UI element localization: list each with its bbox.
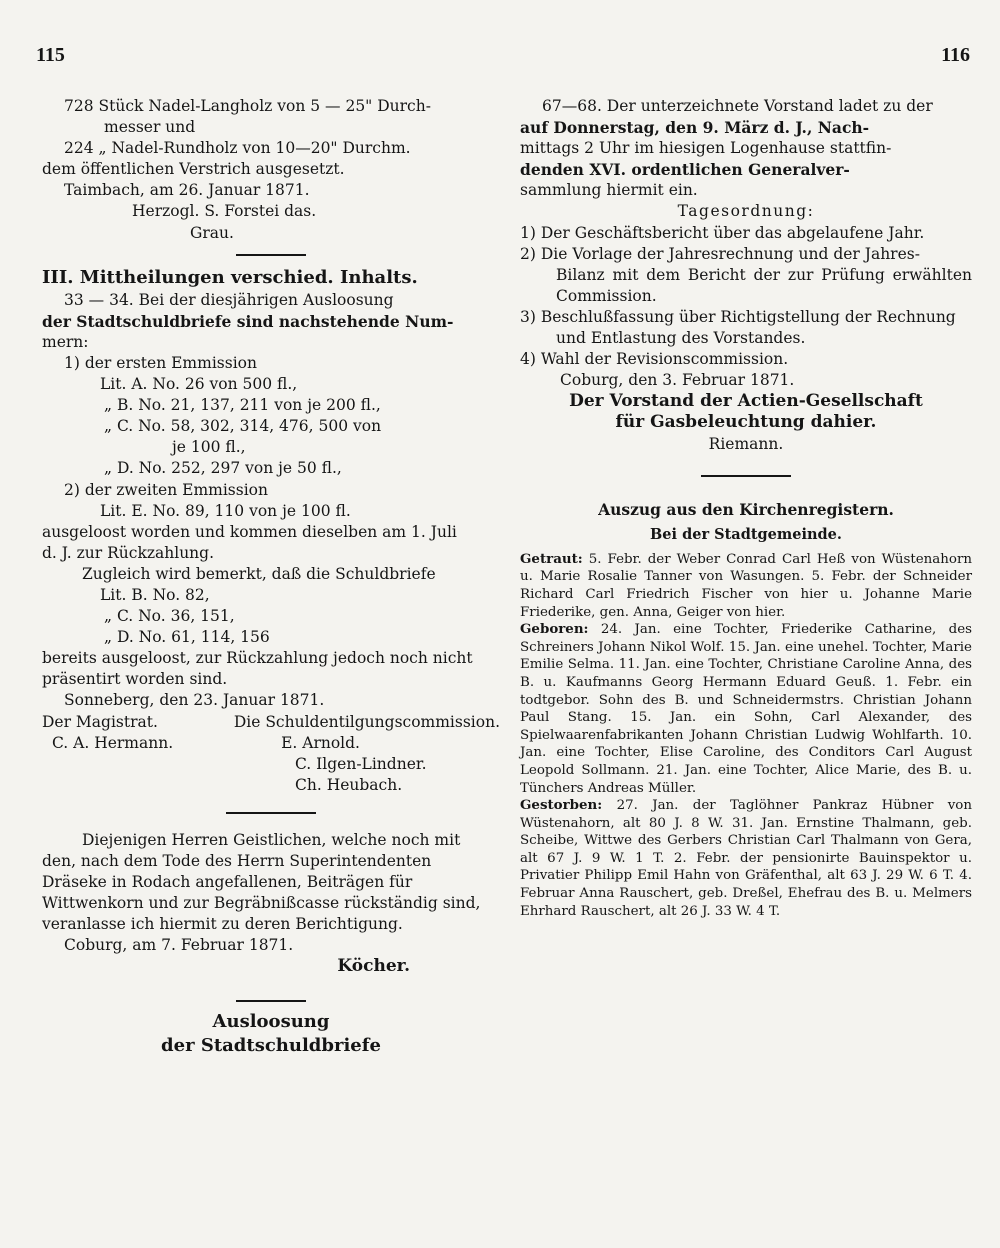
place-date: Coburg, am 7. Februar 1871.	[64, 936, 294, 955]
page-number-left: 115	[36, 44, 65, 66]
text-line: „ C. No. 36, 151,	[104, 607, 235, 626]
text-line: mittags 2 Uhr im hiesigen Logenhause stattfin-	[520, 139, 892, 158]
marriages-text: 5. Febr. der Weber Conrad Carl Heß von Wüstenahorn u. Marie Rosalie Tanner von Wasungen. 5. Febr. der Schneider Richard Carl Friedrich Fischer von hier u. Johanne Marie Friederike, gen. Anna, Geiger von hier.	[520, 551, 972, 620]
text-line: Diejenigen Herren Geistlichen, welche noch mit	[82, 830, 461, 849]
text-line: Lit. B. No. 82,	[100, 585, 210, 604]
text-line: mern:	[42, 332, 89, 351]
text-line: Dräseke in Rodach angefallenen, Beiträgen für	[42, 873, 413, 892]
text-line: „ C. No. 58, 302, 314, 476, 500 von	[104, 417, 382, 436]
text-line: denden XVI. ordentlichen Generalver-	[520, 160, 850, 180]
text-line: Wittwenkorn und zur Begräbnißcasse rückständig sind,	[42, 894, 481, 913]
text-line: „ B. No. 21, 137, 211 von je 200 fl.,	[104, 396, 381, 415]
births-paragraph	[520, 621, 972, 797]
divider	[226, 812, 316, 814]
divider	[701, 475, 791, 477]
signature-name: E. Arnold.	[281, 733, 360, 752]
text-line: veranlasse ich hiermit zu deren Berichtigung.	[42, 915, 403, 934]
text-line: d. J. zur Rückzahlung.	[42, 543, 215, 562]
divider	[236, 254, 306, 256]
agenda-item: 3) Beschlußfassung über Richtigstellung der Rechnung	[520, 307, 956, 326]
marriages-paragraph	[520, 551, 972, 621]
agenda-item: 1) Der Geschäftsbericht über das abgelaufene Jahr.	[520, 223, 925, 242]
signature-row	[42, 733, 500, 754]
repeated-heading	[42, 1010, 500, 1058]
marriages-label: Getraut:	[520, 550, 583, 567]
text-line: auf Donnerstag, den 9. März d. J., Nach-	[520, 118, 870, 138]
text-line: dem öffentlichen Verstrich ausgesetzt.	[42, 160, 345, 179]
heading-line: Ausloosung	[212, 1010, 330, 1032]
section-heading: III. Mittheilungen verschied. Inhalts.	[42, 266, 418, 288]
place-date: Taimbach, am 26. Januar 1871.	[64, 181, 310, 200]
general-assembly-notice	[520, 96, 972, 455]
births-label: Geboren:	[520, 621, 589, 638]
text-line: der Stadtschuldbriefe sind nachstehende Num-	[42, 311, 454, 331]
agenda-item-continued: Bilanz mit dem Bericht der zur Prüfung erwählten Commission.	[556, 265, 972, 305]
right-column	[520, 96, 972, 920]
text-line: sammlung hiermit ein.	[520, 181, 698, 200]
signature: Köcher.	[337, 956, 410, 977]
signature: Die Schuldentilgungscommission.	[233, 712, 500, 731]
agenda-item: 2) Die Vorlage der Jahresrechnung und der Jahres-	[520, 244, 920, 263]
signature-name: C. Ilgen-Lindner.	[295, 754, 427, 773]
text-line: „ D. No. 252, 297 von je 50 fl.,	[104, 459, 342, 478]
agenda-item: 4) Wahl der Revisionscommission.	[520, 350, 789, 369]
register-title: Auszug aus den Kirchenregistern.	[598, 499, 894, 519]
heading-line: der Stadtschuldbriefe	[161, 1034, 381, 1056]
signature-name: C. A. Hermann.	[52, 733, 174, 752]
text-line: Lit. A. No. 26 von 500 fl.,	[100, 375, 298, 394]
text-line: präsentirt worden sind.	[42, 670, 228, 689]
register-subtitle: Bei der Stadtgemeinde.	[650, 525, 842, 543]
left-column	[42, 96, 500, 1058]
text-line: 224 „ Nadel-Rundholz von 10—20" Durchm.	[64, 139, 411, 158]
place-date: Sonneberg, den 23. Januar 1871.	[64, 691, 325, 710]
divider	[236, 1000, 306, 1002]
text-line: Zugleich wird bemerkt, daß die Schuldbriefe	[82, 564, 436, 583]
church-register-excerpt	[520, 499, 972, 921]
text-line: „ D. No. 61, 114, 156	[104, 628, 270, 647]
text-line: ausgeloost worden und kommen dieselben am 1. Juli	[42, 522, 457, 541]
agenda-title: Tagesordnung:	[677, 202, 815, 221]
page-number-right: 116	[941, 44, 970, 66]
signature: Der Magistrat.	[42, 712, 158, 731]
signature: für Gasbeleuchtung dahier.	[615, 412, 877, 433]
signature-row	[42, 712, 500, 733]
text-line: messer und	[104, 118, 196, 137]
text-line: den, nach dem Tode des Herrn Superintendenten	[42, 852, 432, 870]
text-line: 2) der zweiten Emmission	[64, 480, 268, 499]
agenda-item-continued: und Entlastung des Vorstandes.	[556, 329, 806, 348]
text-line: 1) der ersten Emmission	[64, 353, 257, 372]
births-text: 24. Jan. eine Tochter, Friederike Catharine, des Schreiners Johann Nikol Wolf. 15. Jan. eine unehel. Tochter, Marie Emilie Selma. 11. Jan. eine Tochter, Christiane Caroline Anna, des B. u. Kaufmanns Georg Hermann Eduard Geuß. 1. Febr. ein todtgebor. Sohn des B. und Schneidermstrs. Christian Johann Paul Stang. 15. Jan. ein Sohn, Carl Alexander, des Spielwaarenfabrikanten Johann Christian Ludwig Wohlfarth. 10. Jan. eine Tochter, Elise Caroline, des Conditors Carl August Leopold Sollmann. 21. Jan. eine Tochter, Alice Marie, des B. u. Tünchers Andreas Müller.	[520, 622, 972, 796]
text-line: 67—68. Der unterzeichnete Vorstand ladet zu der	[542, 97, 933, 115]
deaths-paragraph	[520, 797, 972, 920]
text-line: 33 — 34. Bei der diesjährigen Ausloosung	[64, 290, 394, 309]
text-line: je 100 fl.,	[172, 438, 246, 457]
timber-auction-notice	[42, 96, 500, 244]
place-date: Coburg, den 3. Februar 1871.	[560, 371, 795, 390]
signature-name: Grau.	[190, 223, 234, 242]
text-line: bereits ausgeloost, zur Rückzahlung jedoch noch nicht	[42, 649, 473, 668]
signature-name: Ch. Heubach.	[295, 775, 403, 794]
signature: Der Vorstand der Actien-Gesellschaft	[569, 391, 923, 412]
signature-name: Riemann.	[708, 434, 784, 453]
deaths-label: Gestorben:	[520, 797, 603, 814]
text-line: 728 Stück Nadel-Langholz von 5 — 25" Durch-	[64, 97, 431, 115]
clergy-contribution-notice	[42, 830, 500, 978]
text-line: Lit. E. No. 89, 110 von je 100 fl.	[100, 501, 351, 520]
signature: Herzogl. S. Forstei das.	[132, 202, 317, 221]
bond-drawing-notice	[42, 290, 500, 796]
deaths-text: 27. Jan. der Taglöhner Pankraz Hübner von Wüstenahorn, alt 80 J. 8 W. 31. Jan. Ernstine Thalmann, geb. Scheibe, Wittwe des Gerbers Christian Carl Thalmann von Gera, alt 67 J. 9 W. 1 T. 2. Febr. der pensionirte Bauinspektor u. Privatier Philipp Emil Hahn von Gräfenthal, alt 63 J. 29 W. 6 T. 4. Februar Anna Rauschert, geb. Dreßel, Ehefrau des B. u. Melmers Ehrhard Rauschert, alt 26 J. 33 W. 4 T.	[520, 798, 972, 919]
